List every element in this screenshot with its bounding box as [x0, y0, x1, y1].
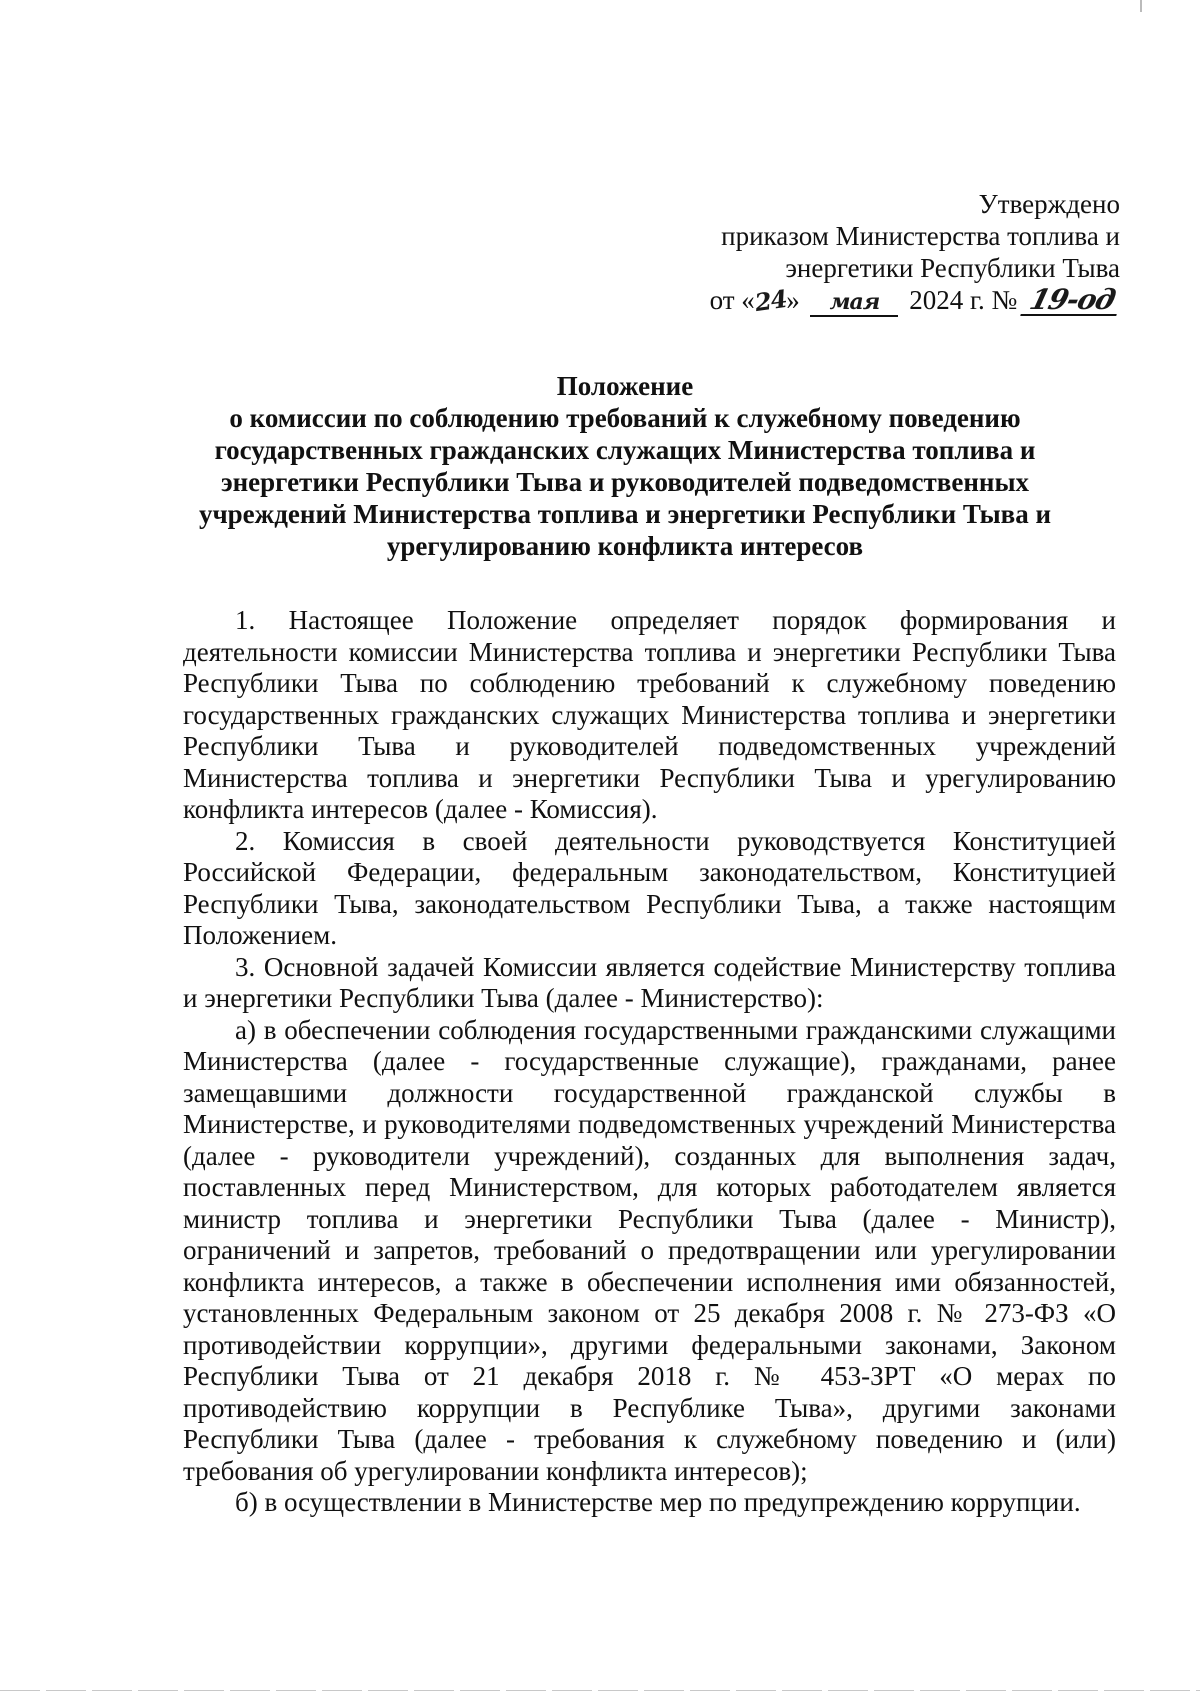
document-body: [183, 605, 1116, 1519]
approval-date-line: [640, 284, 1120, 317]
title-heading: Положение: [556, 371, 694, 401]
date-mid: »: [786, 285, 800, 315]
date-prefix: от «: [709, 285, 755, 315]
paragraph-2: 2. Комиссия в своей деятельности руководствуется Конституцией Российской Федерации, федеральным законодательством, Конституцией Республики Тыва, законодательством Республики Тыва, а также настоящим Положением.: [183, 825, 1116, 950]
title-subheading: о комиссии по соблюдению требований к служебному поведению государственных гражданских служащих Министерства топлива и энергетики Республики Тыва и руководителей подведомственных учреждений Министерства топлива и энергетики Республики Тыва и урегулированию конфликта интересов: [198, 403, 1052, 561]
approval-line-3: энергетики Республики Тыва: [785, 253, 1120, 283]
paragraph-3a: а) в обеспечении соблюдения государственными гражданскими служащими Министерства (далее - государственные служащие), гражданами, ранее замещавшими должности государственной гражданской службы в Министерстве, и руководителями подведомственных учреждений Министерства (далее - руководители учреждений), созданных для выполнения задач, поставленных перед Министерством, для которых работодателем является министр топлива и энергетики Республики Тыва (далее - Министр), ограничений и запретов, требований о предотвращении или урегулировании конфликта интересов, а также в обеспечении исполнения ими обязанностей, установленных Федеральным законом от 25 декабря 2008 г. № 273-ФЗ «О противодействии коррупции», другими федеральными законами, Законом Республики Тыва от 21 декабря 2018 г. № 453-ЗРТ «О мерах по противодействию коррупции в Республике Тыва», другими законами Республики Тыва (далее - требования к служебному поведению и (или) требования об урегулировании конфликта интересов);: [183, 1014, 1116, 1486]
approval-block: [640, 188, 1120, 317]
approval-line-1: Утверждено: [978, 189, 1120, 219]
paragraph-3: 3. Основной задачей Комиссии является содействие Министерству топлива и энергетики Республики Тыва (далее - Министерство):: [183, 951, 1116, 1013]
scan-mark: [1140, 0, 1142, 12]
order-number-handwritten: 19-од: [1020, 286, 1123, 316]
date-month-handwritten: мая: [810, 289, 898, 317]
date-day-handwritten: 24: [752, 283, 788, 318]
paragraph-1: 1. Настоящее Положение определяет порядок формирования и деятельности комиссии Министерства топлива и энергетики Республики Тыва Республики Тыва по соблюдению требований к служебному поведению государственных гражданских служащих Министерства топлива и энергетики Республики Тыва и руководителей подведомственных учреждений Министерства топлива и энергетики Республики Тыва и урегулированию конфликта интересов (далее - Комиссия).: [183, 605, 1116, 824]
approval-line-2: приказом Министерства топлива и: [721, 221, 1120, 251]
document-title: [190, 370, 1060, 562]
scan-border-line: [0, 1690, 1200, 1691]
paragraph-3b: б) в осуществлении в Министерстве мер по предупреждению коррупции.: [235, 1487, 1081, 1517]
date-year: 2024 г. №: [909, 285, 1018, 315]
